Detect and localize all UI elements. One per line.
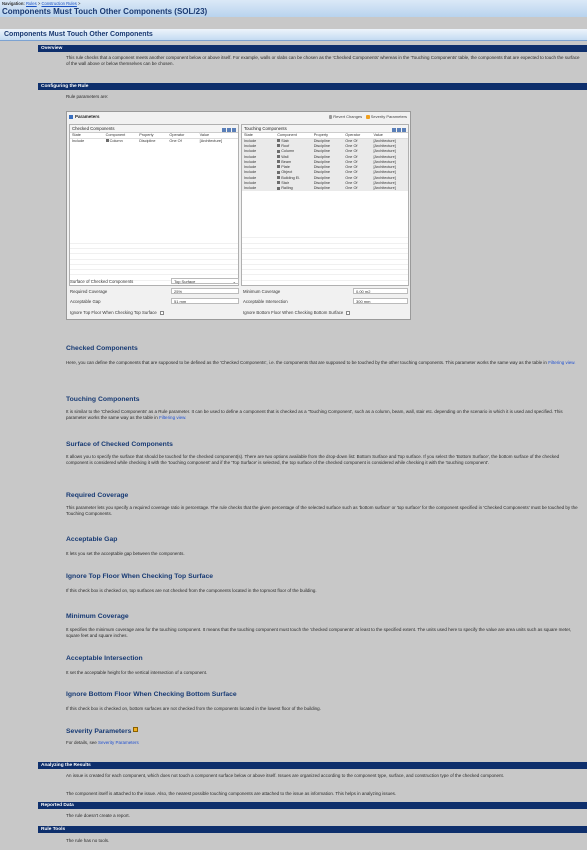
column-header[interactable]: Component (275, 133, 312, 138)
ignore-top-floor-checkbox[interactable] (160, 311, 164, 315)
heading-surface: Surface of Checked Components (66, 441, 173, 448)
heading-ignore-bottom-floor: Ignore Bottom Floor When Checking Bottom Surface (66, 691, 237, 698)
table-row[interactable]: Include Railing Discipline One Of [Architecture] (242, 186, 408, 191)
required-coverage-label: Required Coverage (70, 289, 108, 294)
checked-components-text: Here, you can define the components that are supposed to be defined as the 'Checked Components', i.e. the components that are supposed to be touched by the other touching components. This parameter works the same way as the table in Filtering view. (66, 360, 576, 365)
building-element-icon (277, 176, 280, 179)
surface-label: Surface of Checked Components (70, 279, 134, 284)
touching-components-header: Touching Components (242, 125, 408, 133)
ignore-top-floor-text: If this check box is checked on, top surfaces are not checked from the components located in the topmost floor of the building. (66, 588, 317, 593)
tools-text: The rule has no tools. (66, 838, 110, 843)
minimum-coverage-text: It specifies the minimum coverage area for the touching component. It means that the touching component must touch the 'checked components' at least to the specified extent. The units used here to specify the value are area units such as square meter, square feet and square inches. (66, 627, 572, 638)
table-row[interactable]: Include Column Discipline One Of [Architecture] (72, 138, 223, 143)
breadcrumb-link-construction-rules[interactable]: Construction Rules (41, 1, 77, 6)
severity-parameters-link[interactable]: Severity Parameters (98, 740, 139, 745)
add-row-icon[interactable] (392, 128, 396, 132)
checked-components-panel (69, 124, 239, 286)
breadcrumb-prefix: Navigation: (2, 1, 25, 6)
revert-changes-button[interactable]: Revert Changes (333, 114, 363, 119)
empty-rows (242, 237, 408, 285)
acceptable-gap-field[interactable]: 51 mm (171, 298, 239, 304)
column-header[interactable]: Property (137, 133, 167, 138)
reported-text: The rule doesn't create a report. (66, 813, 130, 818)
ignore-top-floor-label: Ignore Top Floor When Checking Top Surface (70, 310, 164, 315)
minimum-coverage-field[interactable]: 0.00 m2 (353, 288, 408, 294)
section-bar-overview: Overview (38, 45, 587, 52)
required-coverage-field[interactable]: 25% (171, 288, 239, 294)
severity-icon (366, 115, 370, 119)
column-header[interactable]: Value (371, 133, 408, 138)
severity-warning-icon (133, 727, 138, 732)
severity-parameters-button[interactable]: Severity Parameters (370, 114, 407, 119)
heading-checked-components: Checked Components (66, 345, 138, 352)
touching-components-panel (241, 124, 409, 286)
acceptable-intersection-field[interactable]: 300 mm (353, 298, 408, 304)
add-row-icon[interactable] (222, 128, 226, 132)
page-heading: Components Must Touch Other Components (SOL/23) (2, 7, 208, 16)
breadcrumb (2, 1, 80, 6)
revert-icon (329, 115, 333, 119)
beam-icon (277, 160, 280, 163)
table-row[interactable]: Include Stair Discipline One Of [Architecture] (242, 180, 408, 185)
ignore-bottom-floor-label: Ignore Bottom Floor When Checking Bottom Surface (243, 310, 350, 315)
analyzing-text-1: An issue is created for each component, which does not touch a component surface below or above itself. Issues are organized according to the component type, surface, and construction type of the checked component. (66, 773, 505, 778)
slab-icon (277, 139, 280, 142)
heading-required-coverage: Required Coverage (66, 492, 129, 499)
column-icon (277, 150, 280, 153)
heading-ignore-top-floor: Ignore Top Floor When Checking Top Surface (66, 573, 214, 580)
table-row[interactable]: Include Building El. Discipline One Of [Architecture] (242, 175, 408, 180)
severity-text: For details, see Severity Parameters (66, 740, 139, 745)
breadcrumb-separator: > (76, 1, 81, 6)
column-header[interactable]: State (70, 133, 104, 138)
object-icon (277, 171, 280, 174)
table-row[interactable]: Include Wall Discipline One Of [Architecture] (242, 154, 408, 159)
checked-components-table (70, 133, 238, 143)
touching-components-table (242, 133, 408, 191)
settings-icon[interactable] (232, 128, 236, 132)
acceptable-intersection-label: Acceptable Intersection (243, 299, 288, 304)
filtering-view-link[interactable]: Filtering view. (159, 415, 187, 420)
heading-minimum-coverage: Minimum Coverage (66, 613, 129, 620)
heading-acceptable-gap: Acceptable Gap (66, 536, 118, 543)
heading-acceptable-intersection: Acceptable Intersection (66, 655, 143, 662)
stair-icon (277, 181, 280, 184)
overview-text: This rule checks that a component meets another component below or above itself. For example, walls or slabs can be chosen as the 'Checked Components' whereas in the 'Touching Components' table, the components that are expected to touch the surface of the wall above or below themselves can be chosen. (66, 55, 580, 66)
section-bar-analyzing: Analyzing the Results (38, 762, 587, 769)
column-header[interactable]: Operator (343, 133, 371, 138)
column-icon (106, 139, 109, 142)
checked-components-header: Checked Components (70, 125, 238, 133)
column-header[interactable]: State (242, 133, 275, 138)
table-view-icon[interactable] (397, 128, 401, 132)
table-row[interactable]: Include Plate Discipline One Of [Architecture] (242, 164, 408, 169)
parameters-icon (69, 115, 73, 119)
required-coverage-text: This parameter lets you specify a required coverage ratio in percentage. The rule checks that the given percentage of the selected surface such as 'bottom surface' or 'top surface' for the component specified in 'Checked Components' must be touched by the Touching Components. (66, 505, 578, 516)
breadcrumb-separator: > (36, 1, 42, 6)
column-header[interactable]: Value (198, 133, 238, 138)
settings-icon[interactable] (402, 128, 406, 132)
acceptable-gap-label: Acceptable Gap (70, 299, 101, 304)
acceptable-gap-text: It lets you set the acceptable gap between the components. (66, 551, 185, 556)
section-bar-configuring: Configuring the Rule (38, 83, 587, 90)
breadcrumb-link-rules[interactable]: Rules (25, 1, 37, 6)
analyzing-text-2: The component itself is attached to the issue. Also, the nearest possible touching components are attached to the issue as information. This helps in analyzing issues. (66, 791, 397, 796)
dialog-top-actions (328, 114, 407, 119)
dialog-title: Parameters (69, 114, 100, 119)
main-title-bar (0, 29, 587, 41)
chevron-down-icon: ⌄ (232, 279, 236, 284)
table-view-icon[interactable] (227, 128, 231, 132)
ignore-bottom-floor-checkbox[interactable] (346, 311, 350, 315)
column-header[interactable]: Component (104, 133, 138, 138)
table-row[interactable]: Include Roof Discipline One Of [Architecture] (242, 143, 408, 148)
ignore-bottom-floor-text: If this check box is checked on, bottom surfaces are not checked from the components located in the lowest floor of the building. (66, 706, 321, 711)
table-row[interactable]: Include Object Discipline One Of [Architecture] (242, 170, 408, 175)
touching-components-text: It is similar to the 'Checked Components' as a Rule parameter. It can be used to define a component that is checked as a 'Touching Component', such as a column, beam, wall, stair etc. depending on the scenario in which it is used and specified. This parameter works the same way as the table in Filtering view. (66, 409, 563, 420)
acceptable-intersection-text: It set the acceptable height for the vertical intersection of a component. (66, 670, 208, 675)
wall-icon (277, 155, 280, 158)
heading-touching-components: Touching Components (66, 396, 140, 403)
section-bar-tools: Rule Tools (38, 826, 587, 833)
main-title: Components Must Touch Other Components (4, 31, 153, 38)
parameters-dialog (66, 111, 411, 320)
surface-text: It allows you to specify the surface that should be touched for the checked component(s). There are two options available from the drop-down list: Bottom Surface and Top surface. If you select the 'Bottom Surface', the bottom surface of the checked component is considered while checking it with the 'touching component' and if the 'Top Surface' is selected, the top surface of the checked component is considered while checking it with the 'touching component'. (66, 454, 560, 465)
heading-severity: Severity Parameters (66, 727, 138, 735)
configuring-intro: Rule parameters are: (66, 94, 109, 99)
column-header[interactable]: Operator (167, 133, 197, 138)
minimum-coverage-label: Minimum Coverage (243, 289, 281, 294)
plate-icon (277, 165, 280, 168)
top-bar (0, 0, 587, 17)
surface-dropdown[interactable]: Top Surface ⌄ (171, 278, 239, 284)
table-row[interactable]: Include Column Discipline One Of [Architecture] (242, 149, 408, 154)
column-header[interactable]: Property (312, 133, 344, 138)
table-row[interactable]: Include Slab Discipline One Of [Architecture] (242, 138, 408, 143)
railing-icon (277, 187, 280, 190)
section-bar-reported: Reported Data (38, 802, 587, 809)
table-row[interactable]: Include Beam Discipline One Of [Architecture] (242, 159, 408, 164)
roof-icon (277, 144, 280, 147)
filtering-view-link[interactable]: Filtering view. (548, 360, 576, 365)
